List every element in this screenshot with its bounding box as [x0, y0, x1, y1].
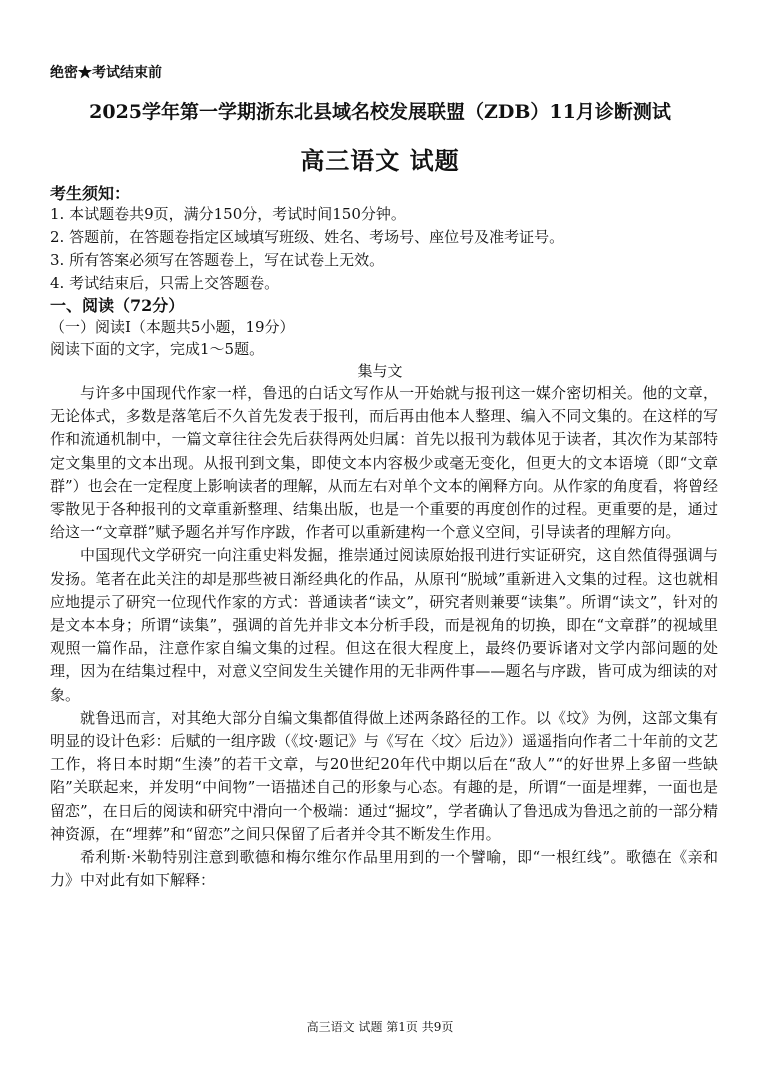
article-paragraph: 中国现代文学研究一向注重史料发掘，推崇通过阅读原始报刊进行实证研究，这自然值得强调与发扬。笔者在此关注的却是那些被日渐经典化的作品，从原刊“脱域”重新进入文集的过程。这也就相应地提示了研究一位现代作家的方式：普通读者“读文”，研究者则兼要“读集”。所谓“读文”，针对的是文本本身；所谓“读集”，强调的首先并非文本分析手段，而是视角的切换，即在“文章群”的视域里观照一篇作品，注意作家自编文集的过程。但这在很大程度上，最终仍要诉诸对文学内部问题的处理，因为在结集过程中，对意义空间发生关键作用的无非两件事——题名与序跋，皆可成为细读的对象。 — [50, 546, 718, 704]
exam-title: 2025学年第一学期浙东北县域名校发展联盟（ZDB）11月诊断测试 — [89, 101, 671, 123]
page-footer: 高三语文 试题 第1页 共9页 — [306, 1020, 454, 1034]
notice-item: 1. 本试题卷共9页，满分150分，考试时间150分钟。 — [50, 205, 406, 223]
confidential-mark: 绝密★考试结束前 — [50, 65, 162, 81]
article-paragraph: 希利斯·米勒特别注意到歌德和梅尔维尔作品里用到的一个譬喻，即“一根红线”。歌德在《亲和力》中对此有如下解释： — [50, 848, 718, 890]
notice-item: 3. 所有答案必须写在答题卷上，写在试卷上无效。 — [50, 251, 385, 269]
article-paragraph: 就鲁迅而言，对其绝大部分自编文集都值得做上述两条路径的工作。以《坟》为例，这部文集有明显的设计色彩：后赋的一组序跋（《坟·题记》与《写在〈坟〉后边》）遥遥指向作者二十年前的文艺工作，将日本时期“生湊”的若干文章，与20世纪20年代中期以后在“敌人”“的好世界上多留一些缺陷”关联起来，并发明“中间物”一语描述自己的形象与心态。有趣的是，所谓“一面是埋葬，一面也是留恋”，在日后的阅读和研究中滑向一个极端：通过“掘坟”，学者确认了鲁迅成为鲁迅之前的一部分精神资源，在“埋葬”和“留恋”之间只保留了后者并令其不断发生作用。 — [50, 708, 719, 843]
notice-item: 2. 答题前，在答题卷指定区域填写班级、姓名、考场号、座位号及准考证号。 — [50, 228, 565, 246]
reading-instruction: 阅读下面的文字，完成1～5题。 — [50, 340, 265, 358]
subject-title: 高三语文 试题 — [300, 146, 460, 175]
notice-heading: 考生须知： — [50, 184, 131, 203]
article-body — [50, 382, 718, 892]
article-paragraph: 与许多中国现代作家一样，鲁迅的白话文写作从一开始就与报刊这一媒介密切相关。他的文章，无论体式，多数是落笔后不久首先发表于报刊，而后再由他本人整理、编入不同文集的。在这样的写作和流通机制中，一篇文章往往会先后获得两处归属：首先以报刊为载体见于读者，其次作为某部特定文集里的文本出现。从报刊到文集，即使文本内容极少或毫无变化，但更大的文本语境（即“文章群”）也会在一定程度上影响读者的理解，从而左右对单个文本的阐释方向。从作家的角度看，将曾经零散见于各种报刊的文章重新整理、结集出版，也是一个重要的再度创作的过程。更重要的是，通过给这一“文章群”赋予题名并写作序跋，作者可以重新建构一个意义空间，引导读者的理解方向。 — [50, 384, 718, 542]
article-title: 集与文 — [357, 362, 403, 380]
section-heading: 一、阅读（72分） — [50, 296, 185, 315]
notice-item: 4. 考试结束后，只需上交答题卷。 — [50, 274, 280, 292]
notice-list — [50, 203, 730, 295]
subsection-heading: （一）阅读Ⅰ（本题共5小题，19分） — [50, 318, 295, 336]
